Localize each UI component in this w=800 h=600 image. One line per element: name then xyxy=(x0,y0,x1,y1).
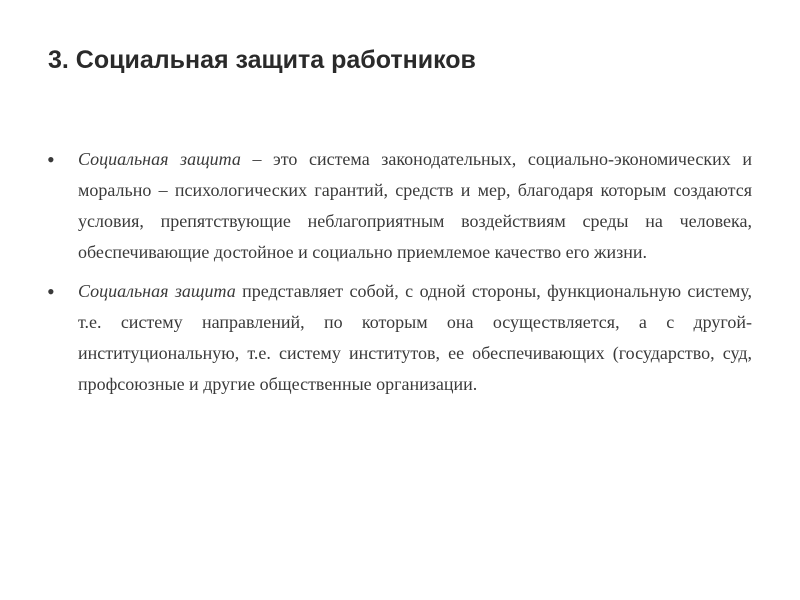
slide-title: 3. Социальная защита работников xyxy=(48,46,476,74)
definition-text: представляет собой, с одной стороны, функциональную систему, т.е. систему направлений, по которым она осуществляется, а с другой- институциональную, т.е. систему институтов, ее обеспечивающих (государство, суд, профсоюзные и другие общественные организации. xyxy=(78,281,752,394)
bullet-point-icon: • xyxy=(47,147,55,172)
bullet-text xyxy=(78,276,752,400)
bullet-item-definition xyxy=(47,144,752,268)
bullet-text xyxy=(78,144,752,268)
term-italic: Социальная защита xyxy=(78,149,241,169)
term-italic: Социальная защита xyxy=(78,281,236,301)
bullet-point-icon: • xyxy=(47,279,55,304)
bullet-item-structure xyxy=(47,276,752,400)
definition-text: – это система законодательных, социально-экономических и морально – психологических гарантий, средств и мер, благодаря которым создаются условия, препятствующие неблагоприятным воздействиям среды на человека, обеспечивающие достойное и социально приемлемое качество его жизни. xyxy=(78,149,752,262)
bullet-list xyxy=(47,144,752,408)
